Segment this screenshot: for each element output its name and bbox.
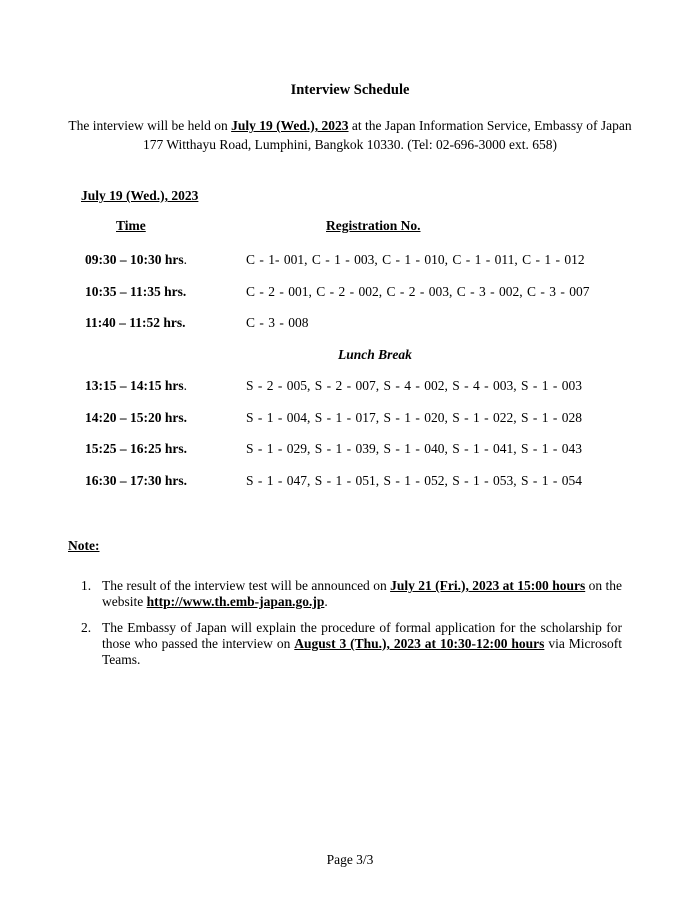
note-number: 2. — [81, 620, 92, 635]
row-registration-numbers: S - 2 - 005, S - 2 - 007, S - 4 - 002, S - 4 - 003, S - 1 - 003 — [246, 378, 582, 393]
note-number: 1. — [81, 578, 92, 593]
page-number: Page 3/3 — [326, 852, 374, 867]
intro-pre: The interview will be held on — [68, 118, 232, 133]
result-date: July 21 (Fri.), 2023 at 15:00 hours — [390, 578, 586, 593]
explanation-date: August 3 (Thu.), 2023 at 10:30-12:00 hours — [294, 636, 545, 651]
row-registration-numbers: S - 1 - 004, S - 1 - 017, S - 1 - 020, S - 1 - 022, S - 1 - 028 — [246, 410, 582, 425]
row-time: 11:40 – 11:52 hrs. — [85, 315, 186, 330]
intro-address: 177 Witthayu Road, Lumphini, Bangkok 10330. (Tel: 02-696-3000 ext. 658) — [142, 137, 558, 152]
row-time: 15:25 – 16:25 hrs. — [85, 441, 187, 456]
page-title: Interview Schedule — [290, 82, 410, 98]
schedule-row — [0, 378, 700, 396]
intro-paragraph — [40, 116, 660, 154]
intro-line-1 — [40, 116, 660, 135]
intro-date: July 19 (Wed.), 2023 — [231, 118, 349, 133]
row-registration-numbers: S - 1 - 047, S - 1 - 051, S - 1 - 052, S - 1 - 053, S - 1 - 054 — [246, 473, 582, 488]
note-heading: Note: — [68, 538, 100, 553]
note-item — [81, 578, 622, 610]
schedule-row — [0, 284, 700, 302]
row-time: 14:20 – 15:20 hrs. — [85, 410, 187, 425]
schedule-date: July 19 (Wed.), 2023 — [81, 188, 199, 203]
row-time: 09:30 – 10:30 hrs. — [85, 252, 187, 267]
note-text: The result of the interview test will be announced on July 21 (Fri.), 2023 at 15:00 hours on the website http://www.th.emb-japan.go.jp. — [102, 578, 622, 609]
schedule-row — [0, 441, 700, 459]
intro-post: at the Japan Information Service, Embassy of Japan — [348, 118, 632, 133]
schedule-row — [0, 252, 700, 270]
website-link[interactable]: http://www.th.emb-japan.go.jp — [146, 594, 325, 609]
row-registration-numbers: C - 1- 001, C - 1 - 003, C - 1 - 010, C - 1 - 011, C - 1 - 012 — [246, 252, 585, 267]
lunch-break: Lunch Break — [338, 347, 412, 362]
row-registration-numbers: C - 2 - 001, C - 2 - 002, C - 2 - 003, C - 3 - 002, C - 3 - 007 — [246, 284, 590, 299]
schedule-row — [0, 410, 700, 428]
row-time: 16:30 – 17:30 hrs. — [85, 473, 187, 488]
schedule-row — [0, 473, 700, 491]
registration-column-header: Registration No. — [326, 218, 421, 233]
time-column-header: Time — [116, 218, 146, 233]
row-registration-numbers: C - 3 - 008 — [246, 315, 309, 330]
note-text: The Embassy of Japan will explain the procedure of formal application for the scholarship for those who passed the interview on August 3 (Thu.), 2023 at 10:30-12:00 hours via Microsoft Teams. — [102, 620, 622, 667]
row-time: 13:15 – 14:15 hrs. — [85, 378, 187, 393]
row-registration-numbers: S - 1 - 029, S - 1 - 039, S - 1 - 040, S - 1 - 041, S - 1 - 043 — [246, 441, 582, 456]
note-list — [81, 578, 622, 678]
row-time: 10:35 – 11:35 hrs. — [85, 284, 187, 299]
note-item — [81, 620, 622, 668]
schedule-row — [0, 315, 700, 333]
